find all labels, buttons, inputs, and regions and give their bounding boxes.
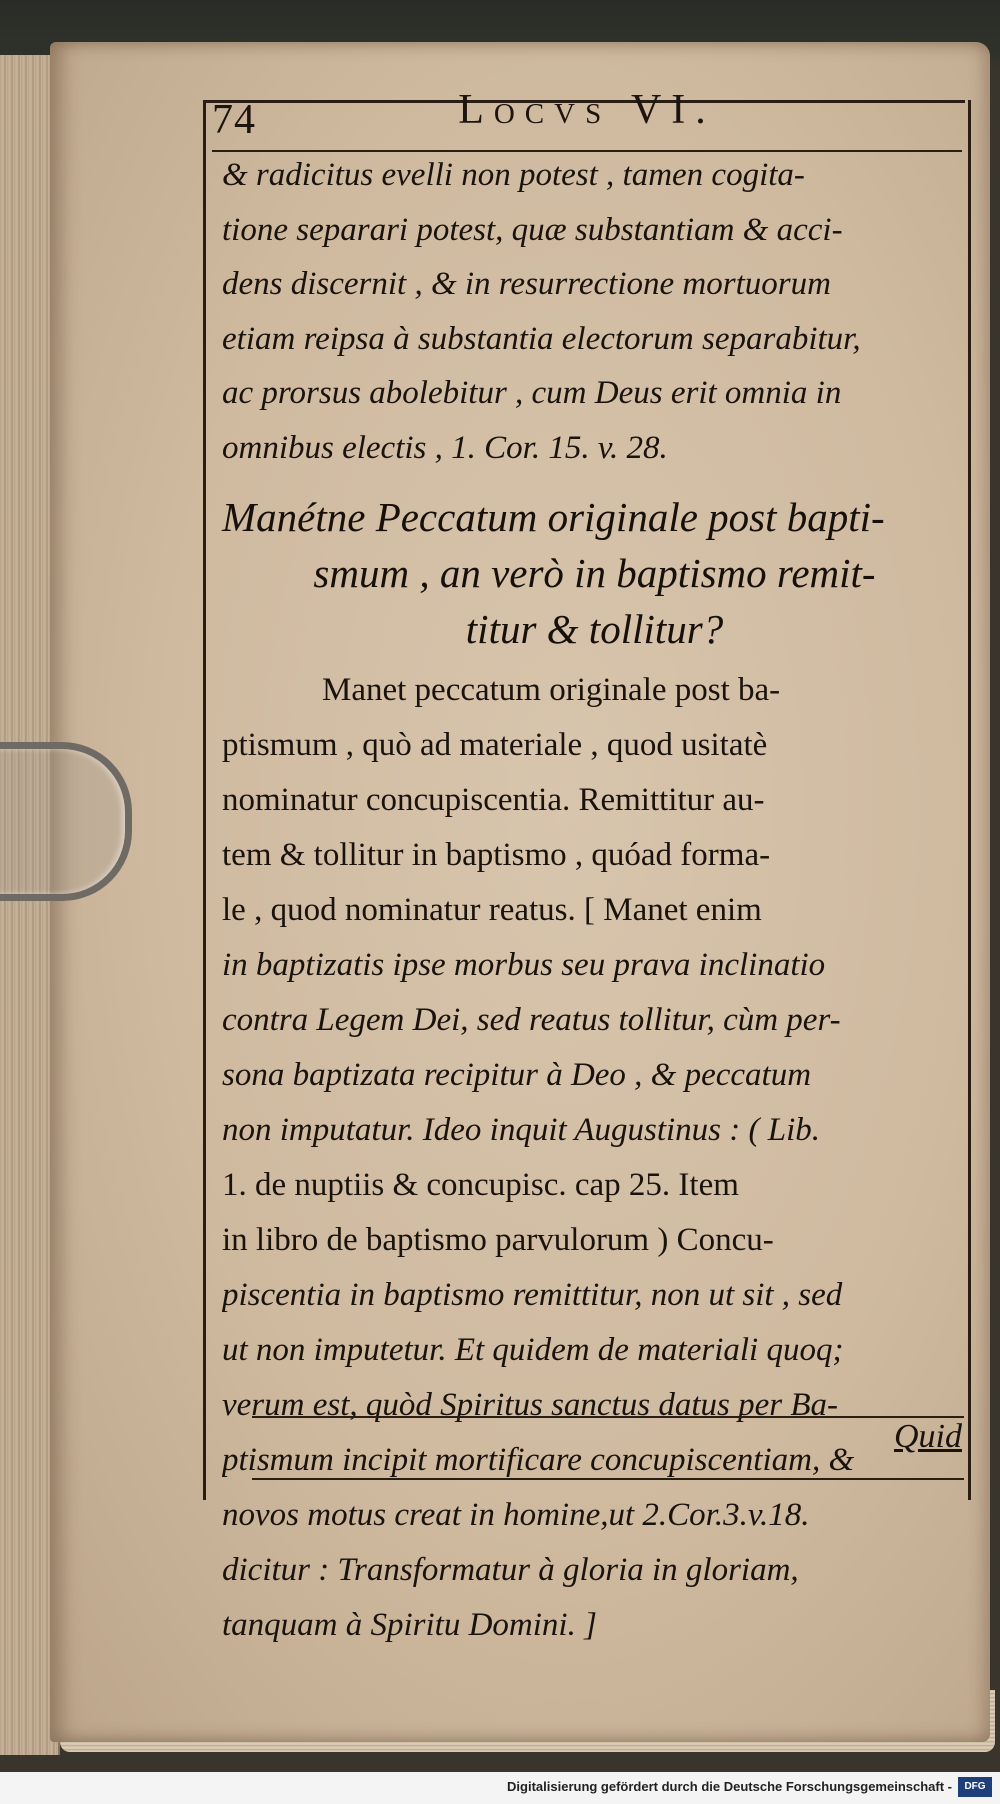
text-line: etiam reipsa à substantia electorum separabitur, bbox=[222, 320, 861, 357]
text-line: tanquam à Spiritu Domini. ] bbox=[222, 1607, 597, 1643]
text-line: ut non imputetur. Et quidem de materiali quoq; bbox=[222, 1332, 844, 1368]
text-line: piscentia in baptismo remittitur, non ut sit , sed bbox=[222, 1277, 843, 1313]
text-line: dens discernit , & in resurrectione mortuorum bbox=[222, 266, 831, 302]
text-line: dicitur : Transformatur à gloria in gloriam, bbox=[222, 1552, 799, 1588]
text-line: in libro de baptismo parvulorum ) Concu- bbox=[222, 1222, 774, 1258]
continued-paragraph bbox=[222, 148, 967, 475]
text-line: tione separari potest, quæ substantiam & acci- bbox=[222, 211, 843, 248]
text-line: Manet peccatum originale post ba- bbox=[322, 672, 781, 708]
text-line: novos motus creat in homine,ut 2.Cor.3.v.18. bbox=[222, 1497, 810, 1533]
answer-paragraph bbox=[222, 663, 967, 1653]
dfg-logo: DFG bbox=[958, 1777, 992, 1797]
text-line: & radicitus evelli non potest , tamen cogita- bbox=[222, 157, 805, 193]
text-line: ac prorsus abolebitur , cum Deus erit omnia in bbox=[222, 375, 842, 411]
text-line: ptismum incipit mortificare concupiscentiam, & bbox=[222, 1442, 855, 1478]
footer-rule-lower bbox=[252, 1478, 964, 1480]
question-heading bbox=[222, 489, 967, 657]
text-line: omnibus electis , 1. Cor. 15. v. 28. bbox=[222, 429, 668, 466]
credit-text: Digitalisierung gefördert durch die Deutsche Forschungsgemeinschaft - bbox=[507, 1779, 952, 1794]
text-line: verum est, quòd Spiritus sanctus datus per Ba- bbox=[222, 1387, 838, 1423]
text-line: in baptizatis ipse morbus seu prava inclinatio bbox=[222, 947, 826, 983]
text-line: contra Legem Dei, sed reatus tollitur, cùm per- bbox=[222, 1002, 841, 1038]
text-block bbox=[222, 148, 967, 1653]
text-line: ptismum , quò ad materiale , quod usitatè bbox=[222, 727, 768, 763]
question-line: titur & tollitur? bbox=[465, 606, 724, 652]
text-line: le , quod nominatur reatus. [ Manet enim bbox=[222, 892, 762, 928]
question-line: Manétne Peccatum originale post bapti- bbox=[222, 494, 885, 540]
running-head bbox=[212, 86, 962, 142]
catchword: Quid bbox=[894, 1418, 962, 1455]
question-line: smum , an verò in baptismo remit- bbox=[313, 550, 876, 596]
footer-rule bbox=[252, 1416, 964, 1418]
text-line: 1. de nuptiis & concupisc. cap 25. Item bbox=[222, 1167, 739, 1203]
text-line: non imputatur. Ideo inquit Augustinus : ( Lib. bbox=[222, 1112, 820, 1148]
credit-bar bbox=[0, 1772, 1000, 1804]
text-line: tem & tollitur in baptismo , quóad forma- bbox=[222, 837, 771, 873]
text-line: sona baptizata recipitur à Deo , & peccatum bbox=[222, 1057, 812, 1093]
page-number: 74 bbox=[212, 97, 256, 143]
running-headline: Locvs VI. bbox=[458, 87, 716, 133]
text-line: nominatur concupiscentia. Remittitur au- bbox=[222, 782, 765, 818]
page-clip bbox=[0, 742, 132, 901]
